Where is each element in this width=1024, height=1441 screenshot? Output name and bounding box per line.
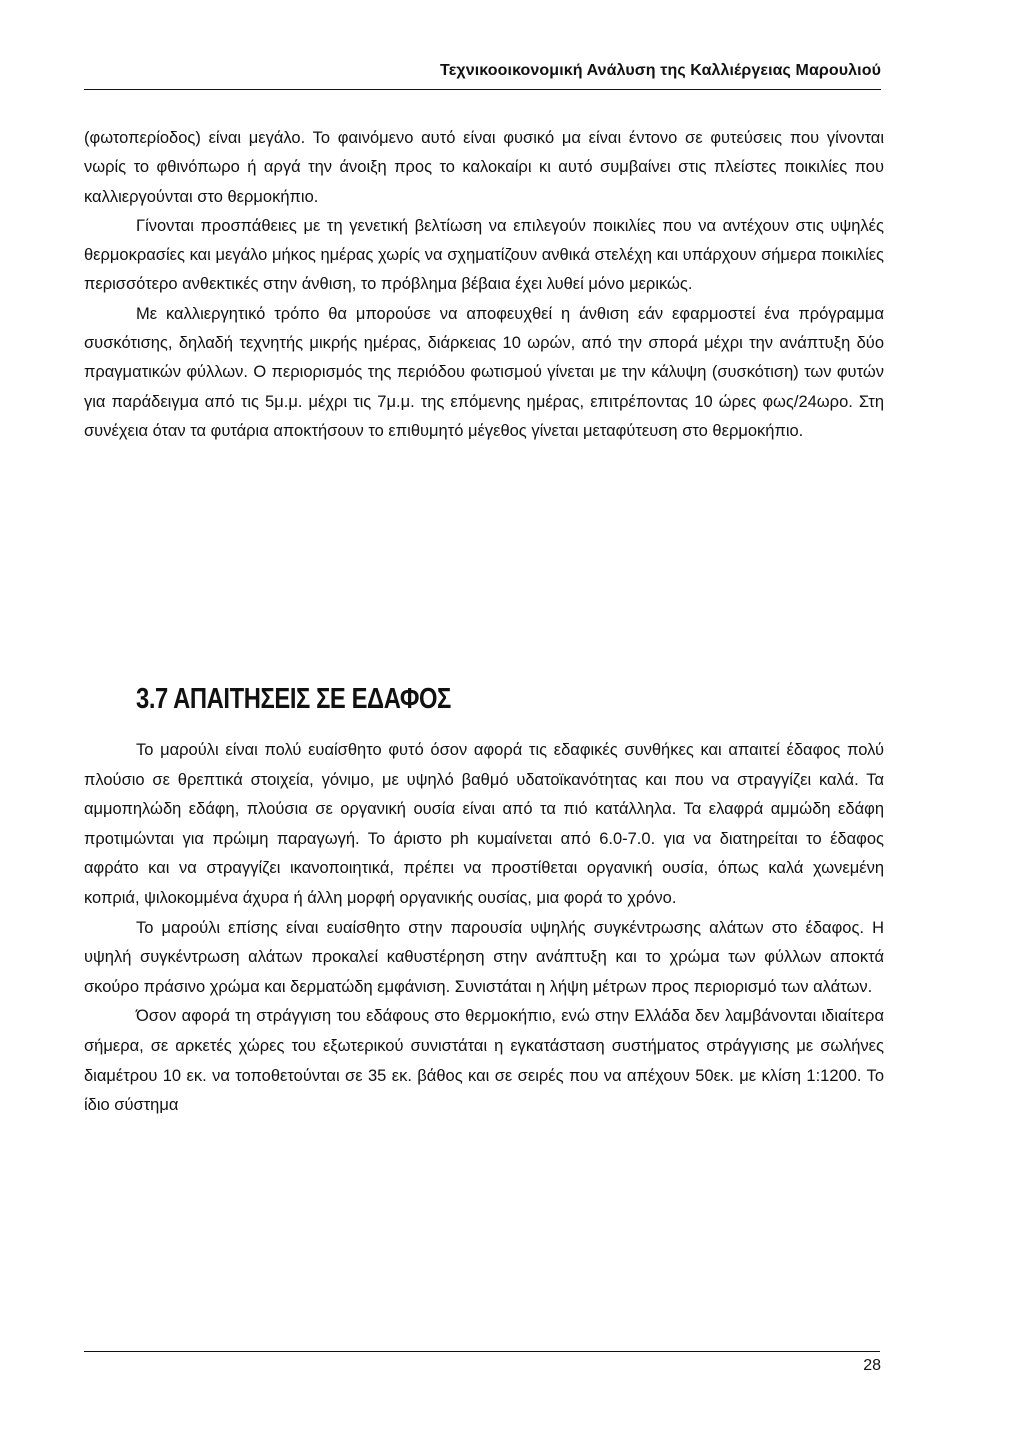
section-text: [84, 736, 884, 1121]
paragraph-cultivation: Με καλλιεργητικό τρόπο θα μπορούσε να αποφευχθεί η άνθιση εάν εφαρμοστεί ένα πρόγραμμα συσκότισης, δηλαδή τεχνητής μικρής ημέρας, διάρκειας 10 ωρών, από την σπορά μέχρι την ανάπτυξη δύο πραγματικών φύλλων. Ο περιορισμός της περιόδου φωτισμού γίνεται με την κάλυψη (συσκότιση) των φυτών για παράδειγμα από τις 5μ.μ. μέχρι τις 7μ.μ. της επόμενης ημέρας, επιτρέποντας 10 ώρες φως/24ωρο. Στη συνέχεια όταν τα φυτάρια αποκτήσουν το επιθυμητό μέγεθος γίνεται μεταφύτευση στο θερμοκήπιο.: [84, 304, 884, 440]
intro-text: [84, 124, 884, 446]
paragraph-continuation: (φωτοπερίοδος) είναι μεγάλο. Το φαινόμενο αυτό είναι φυσικό μα είναι έντονο σε φυτεύσεις που γίνονται νωρίς το φθινόπωρο ή αργά την άνοιξη προς το καλοκαίρι κι αυτό συμβαίνει στις πλείστες ποικιλίες που καλλιεργούνται στο θερμοκήπιο.: [84, 129, 884, 206]
paragraph-salts: Το μαρούλι επίσης είναι ευαίσθητο στην παρουσία υψηλής συγκέντρωσης αλάτων στο έδαφος. Η υψηλή συγκέντρωση αλάτων προκαλεί καθυστέρηση στην ανάπτυξη και το χρώμα των φύλλων αποκτά σκούρο πράσινο χρώμα και δερματώδη εμφάνιση. Συνιστάται η λήψη μέτρων προς περιορισμό των αλάτων.: [84, 918, 884, 996]
header-rule: [84, 89, 881, 90]
paragraph-soil: Το μαρούλι είναι πολύ ευαίσθητο φυτό όσον αφορά τις εδαφικές συνθήκες και απαιτεί έδαφος πολύ πλούσιο σε θρεπτικά στοιχεία, γόνιμο, με υψηλό βαθμό υδατοϊκανότητας και που να στραγγίζει καλά. Τα αμμοπηλώδη εδάφη, πλούσια σε οργανική ουσία είναι από τα πιό κατάλληλα. Τα ελαφρά αμμώδη εδάφη προτιμώνται για πρώιμη παραγωγή. Το άριστο ph κυμαίνεται από 6.0-7.0. για να διατηρείται το έδαφος αφράτο και να στραγγίζει ικανοποιητικά, πρέπει να προστίθεται οργανική ουσία, όπως καλά χωνεμένη κοπριά, ψιλοκομμένα άχυρα ή άλλη μορφή οργανικής ουσίας, μια φορά το χρόνο.: [84, 741, 884, 907]
page-number: 28: [863, 1357, 881, 1374]
paragraph-drainage: Όσον αφορά τη στράγγιση του εδάφους στο θερμοκήπιο, ενώ στην Ελλάδα δεν λαμβάνονται ιδιαίτερα σήμερα, σε αρκετές χώρες του εξωτερικού συνιστάται η εγκατάσταση συστήματος στράγγισης με σωλήνες διαμέτρου 10 εκ. να τοποθετούνται σε 35 εκ. βάθος και σε σειρές που να απέχουν 50εκ. με κλίση 1:1200. Το ίδιο σύστημα: [84, 1007, 884, 1115]
section-heading: 3.7 ΑΠΑΙΤΗΣΕΙΣ ΣΕ ΕΔΑΦΟΣ: [136, 683, 451, 715]
paragraph-breeding: Γίνονται προσπάθειες με τη γενετική βελτίωση να επιλεγούν ποικιλίες που να αντέχουν στις υψηλές θερμοκρασίες και μεγάλο μήκος ημέρας χωρίς να σχηματίζουν ανθικά στελέχη και υπάρχουν σήμερα ποικιλίες περισσότερο ανθεκτικές στην άνθιση, το πρόβλημα βέβαια έχει λυθεί μόνο μερικώς.: [84, 216, 884, 294]
running-header: Τεχνικοοικονομική Ανάλυση της Καλλιέργειας Μαρουλιού: [440, 62, 881, 79]
footer-rule: [84, 1351, 880, 1352]
